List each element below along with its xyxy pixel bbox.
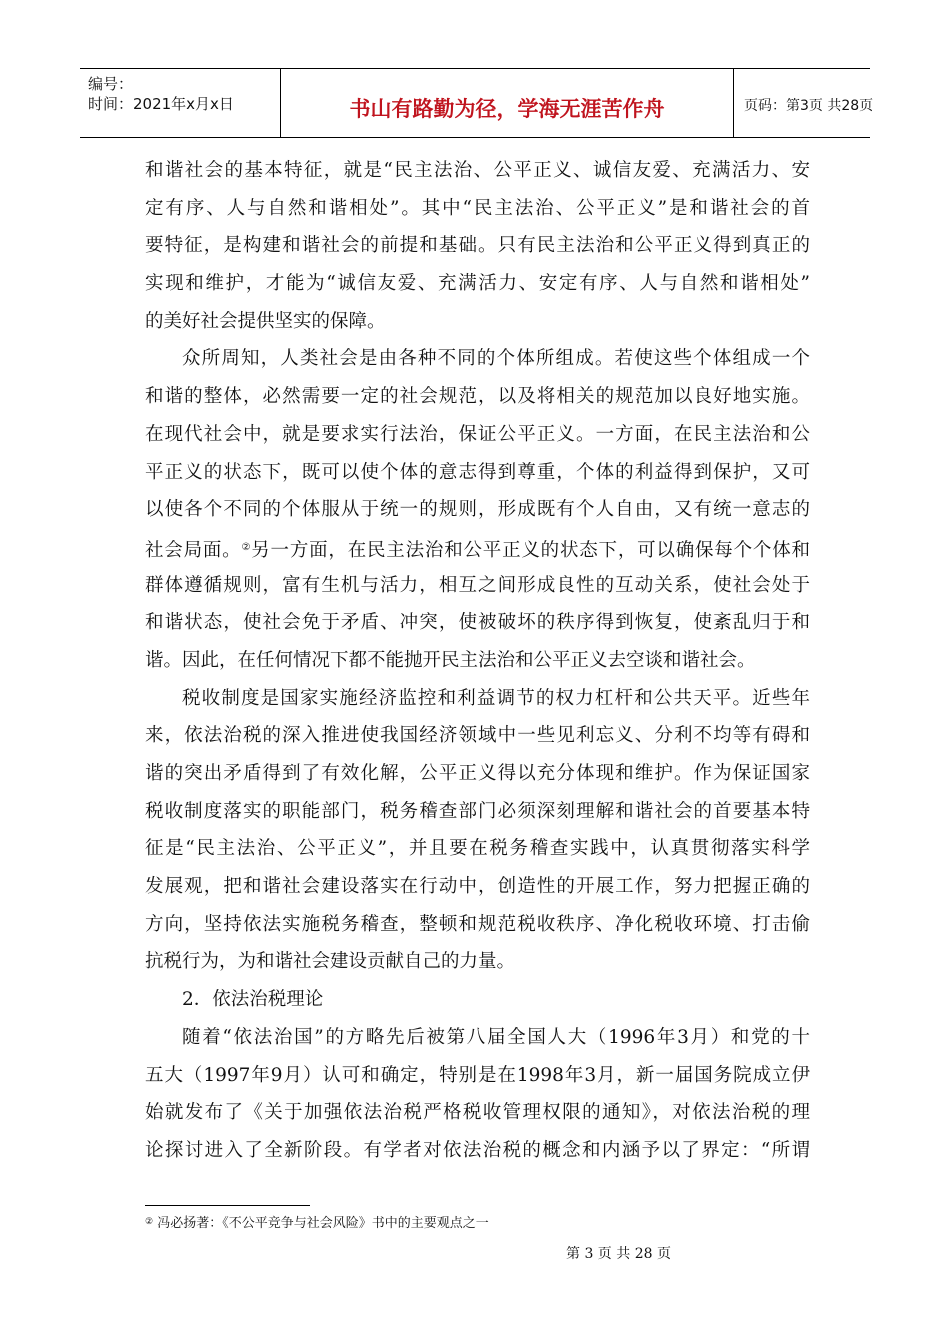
text-line: 抗税行为，为和谐社会建设贡献自己的力量。 [145,951,516,973]
footnote-marker: ② [145,1217,154,1227]
doc-time-label: 时间：2021年x月x日 [88,95,234,113]
text-line: 方向，坚持依法实施税务稽查，整顿和规范税收秩序、净化税收环境、打击偷 [145,913,810,935]
header-page-info: 页码：第3页 共28页 [744,98,874,114]
text-line: 群体遵循规则，富有生机与活力，相互之间形成良性的互动关系，使社会处于 [145,574,810,596]
text-segment: 另一方面，在民主法治和公平正义的状态下，可以确保每个个体和 [251,539,810,561]
text-line: 五大（1997年9月）认可和确定，特别是在1998年3月，新一届国务院成立伊 [145,1064,810,1086]
footnote-ref[interactable]: ② [241,541,252,553]
text-line: 定有序、人与自然和谐相处”。其中“民主法治、公平正义”是和谐社会的首 [145,197,810,219]
text-line: 在现代社会中，就是要求实行法治，保证公平正义。一方面，在民主法治和公 [145,423,810,445]
doc-number-label: 编号： [88,75,134,93]
header-table [80,68,874,138]
text-line: 和谐社会的基本特征，就是“民主法治、公平正义、诚信友爱、充满活力、安 [145,160,810,181]
text-line: 和谐的整体，必然需要一定的社会规范，以及将相关的规范加以良好地实施。 [145,386,810,408]
text-line: 要特征，是构建和谐社会的前提和基础。只有民主法治和公平正义得到真正的 [145,235,810,257]
text-line: 始就发布了《关于加强依法治税严格税收管理权限的通知》，对依法治税的理 [145,1102,810,1124]
page-number: 第 3 页 共 28 页 [566,1246,671,1262]
text-line: 谐的突出矛盾得到了有效化解，公平正义得以充分体现和维护。作为保证国家 [145,763,810,784]
text-line-with-footnote [145,529,810,567]
header-motto: 书山有路勤为径，学海无涯苦作舟 [349,97,665,121]
text-line: 以使各个不同的个体服从于统一的规则，形成既有个人自由，又有统一意志的 [145,499,810,521]
footnote-divider [145,1205,310,1206]
text-line: 论探讨进入了全新阶段。有学者对依法治税的概念和内涵予以了界定：“所谓 [145,1139,810,1161]
footnote-text: 冯必扬著：《不公平竞争与社会风险》书中的主要观点之一 [157,1216,489,1231]
text-line: 随着“依法治国”的方略先后被第八届全国人大（1996年3月）和党的十 [182,1026,810,1048]
text-line: 实现和维护，才能为“诚信友爱、充满活力、安定有序、人与自然和谐相处” [145,273,810,295]
text-line: 谐。因此，在任何情况下都不能抛开民主法治和公平正义去空谈和谐社会。 [145,649,756,671]
header-meta-cell [80,69,281,137]
text-line: 税收制度是国家实施经济监控和利益调节的权力杠杆和公共天平。近些年 [182,687,810,709]
text-line: 众所周知，人类社会是由各种不同的个体所组成。若使这些个体组成一个 [182,348,810,370]
text-line: 税收制度落实的职能部门，税务稽查部门必须深刻理解和谐社会的首要基本特 [145,800,810,822]
text-line: 平正义的状态下，既可以使个体的意志得到尊重，个体的利益得到保护，又可 [145,461,810,483]
text-line: 的美好社会提供坚实的保障。 [145,310,386,332]
text-line: 和谐状态，使社会免于矛盾、冲突，使被破坏的秩序得到恢复，使紊乱归于和 [145,612,810,634]
header-motto-cell [281,69,734,137]
text-line: 来，依法治税的深入推进使我国经济领域中一些见利忘义、分利不均等有碍和 [145,725,810,747]
footnote [145,1212,489,1231]
text-segment: 社会局面。 [145,539,242,561]
text-line: 发展观，把和谐社会建设落实在行动中，创造性的开展工作，努力把握正确的 [145,876,810,898]
text-line: 征是“民主法治、公平正义”，并且要在税务稽查实践中，认真贯彻落实科学 [145,838,810,860]
header-page-cell [734,69,874,137]
body-text [145,152,810,1170]
section-heading: 2．依法治税理论 [182,989,324,1011]
